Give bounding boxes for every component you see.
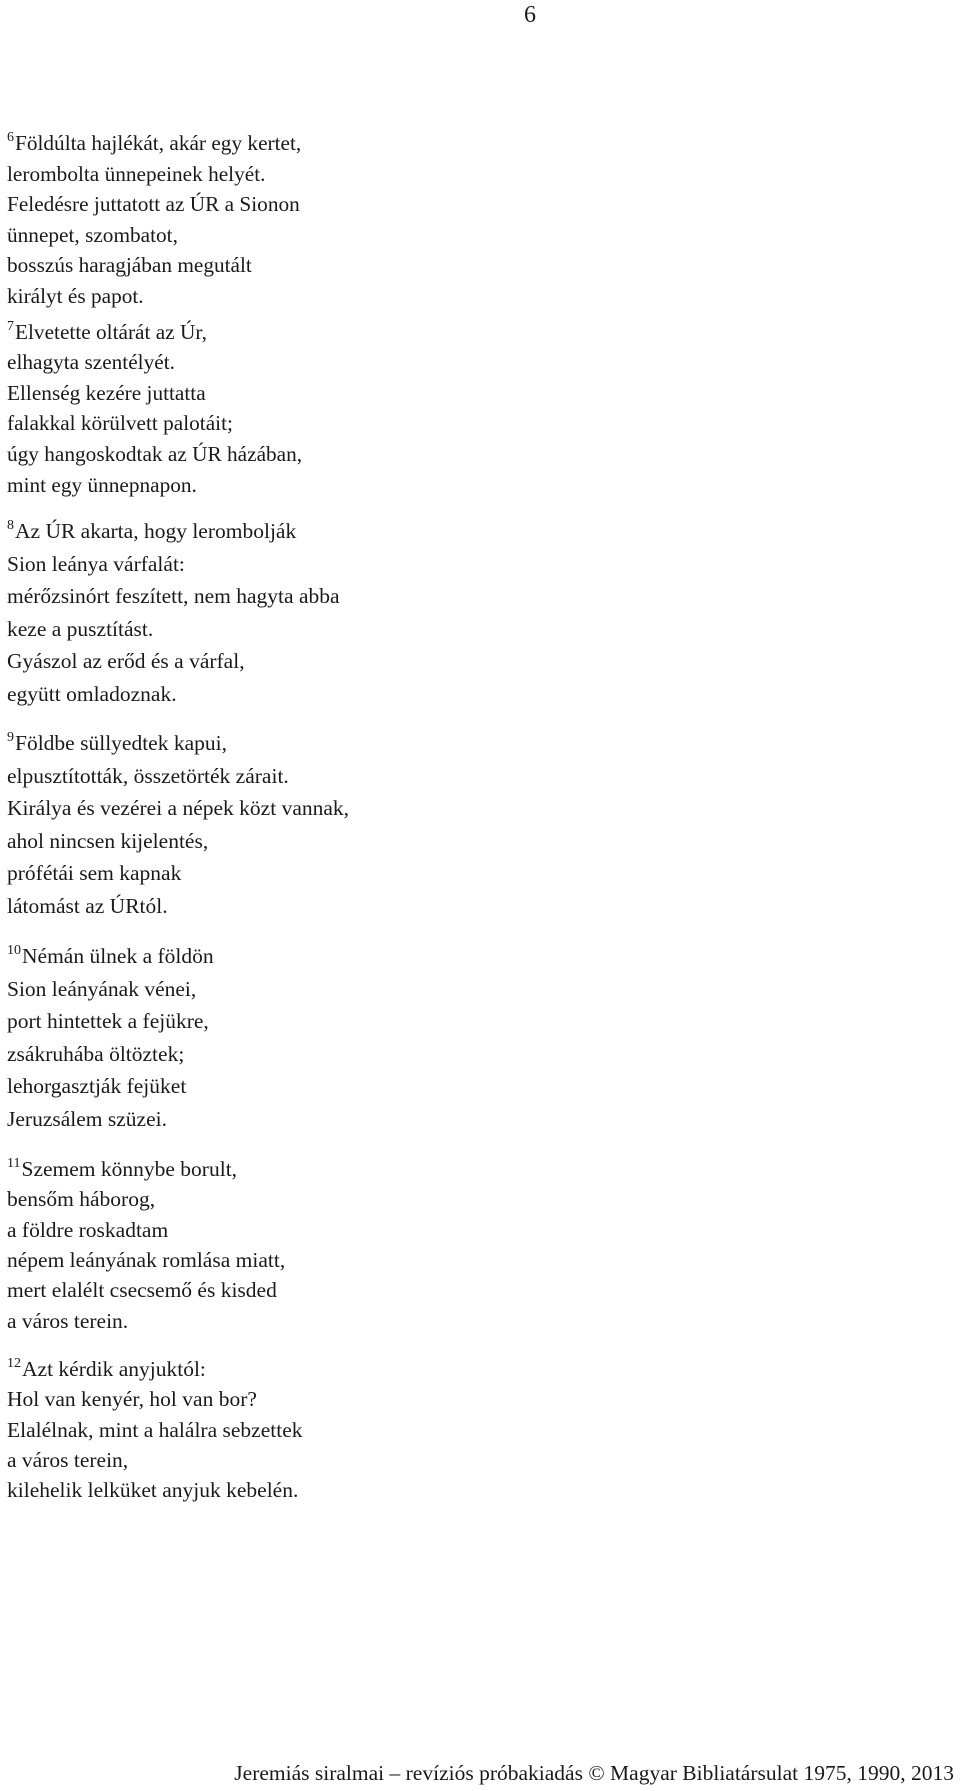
stanza-line: a földre roskadtam xyxy=(7,1217,169,1242)
stanza-line: lehorgasztják fejüket xyxy=(7,1074,187,1099)
stanza-first-line xyxy=(7,1354,947,1384)
stanza-line: Sion leánya várfalát: xyxy=(7,551,185,576)
stanza-line: falakkal körülvett palotáit; xyxy=(7,411,233,436)
stanza-line: a város terein. xyxy=(7,1308,129,1333)
stanza-line: elpusztították, összetörték zárait. xyxy=(7,763,289,788)
stanza-line: bosszús haragjában megutált xyxy=(7,253,252,278)
stanza-line: Jeruzsálem szüzei. xyxy=(7,1106,167,1131)
line-text: Szemem könnybe borult, xyxy=(21,1157,238,1182)
verse-number: 7 xyxy=(7,318,14,334)
stanza-verse-11 xyxy=(7,1154,947,1336)
verse-number: 9 xyxy=(7,730,14,746)
stanza-verse-9 xyxy=(7,727,947,922)
line-text: Némán ülnek a földön xyxy=(22,944,214,969)
verse-number: 10 xyxy=(7,943,21,959)
stanza-line: ahol nincsen kijelentés, xyxy=(7,828,209,853)
line-text: Az ÚR akarta, hogy lerombolják xyxy=(15,519,297,544)
stanza-line: keze a pusztítást. xyxy=(7,616,154,641)
stanza-line: mérőzsinórt feszített, nem hagyta abba xyxy=(7,584,340,609)
stanza-verse-10 xyxy=(7,940,947,1135)
stanza-line: bensőm háborog, xyxy=(7,1187,156,1212)
stanza-line: Elalélnak, mint a halálra sebzettek xyxy=(7,1417,303,1442)
verse-number: 8 xyxy=(7,518,14,534)
stanza-first-line xyxy=(7,128,947,159)
line-text: Földbe süllyedtek kapui, xyxy=(15,731,227,756)
page-number: 6 xyxy=(524,2,536,28)
poem-body xyxy=(7,128,947,1505)
stanza-line: prófétái sem kapnak xyxy=(7,861,182,886)
stanza-line: Sion leányának vénei, xyxy=(7,976,197,1001)
stanza-line: Hol van kenyér, hol van bor? xyxy=(7,1387,257,1412)
stanza-line: zsákruhába öltöztek; xyxy=(7,1041,185,1066)
stanza-verse-7 xyxy=(7,317,947,501)
stanza-line: látomást az ÚRtól. xyxy=(7,893,168,918)
verse-number: 6 xyxy=(7,130,14,145)
stanza-line: együtt omladoznak. xyxy=(7,681,177,706)
stanza-line: Királya és vezérei a népek közt vannak, xyxy=(7,796,350,821)
stanza-line: népem leányának romlása miatt, xyxy=(7,1248,286,1273)
stanza-line: Feledésre juttatott az ÚR a Sionon xyxy=(7,192,300,217)
verse-number: 11 xyxy=(7,1156,21,1172)
stanza-line: port hintettek a fejükre, xyxy=(7,1009,209,1034)
stanza-line: Ellenség kezére juttatta xyxy=(7,380,206,405)
stanza-first-line xyxy=(7,515,947,548)
stanza-line: mint egy ünnepnapon. xyxy=(7,472,197,497)
page-footer: Jeremiás siralmai – revíziós próbakiadás © Magyar Bibliatársulat 1975, 1990, 2013 xyxy=(234,1761,954,1785)
stanza-first-line xyxy=(7,940,947,973)
stanza-line: kilehelik lelküket anyjuk kebelén. xyxy=(7,1478,299,1503)
line-text: Azt kérdik anyjuktól: xyxy=(22,1356,206,1381)
stanza-line: úgy hangoskodtak az ÚR házában, xyxy=(7,441,303,466)
stanza-verse-12 xyxy=(7,1354,947,1505)
stanza-verse-6 xyxy=(7,128,947,312)
stanza-verse-8 xyxy=(7,515,947,710)
stanza-line: elhagyta szentélyét. xyxy=(7,350,175,375)
stanza-line: Gyászol az erőd és a várfal, xyxy=(7,649,245,674)
stanza-line: lerombolta ünnepeinek helyét. xyxy=(7,161,266,186)
line-text: Elvetette oltárát az Úr, xyxy=(15,319,207,344)
stanza-first-line xyxy=(7,727,947,760)
stanza-first-line xyxy=(7,1154,947,1184)
line-text: Földúlta hajlékát, akár egy kertet, xyxy=(15,131,302,155)
verse-number: 12 xyxy=(7,1355,21,1371)
stanza-line: mert elalélt csecsemő és kisded xyxy=(7,1278,277,1303)
stanza-line: királyt és papot. xyxy=(7,283,144,308)
stanza-first-line xyxy=(7,317,947,348)
stanza-line: ünnepet, szombatot, xyxy=(7,222,178,247)
stanza-line: a város terein, xyxy=(7,1447,129,1472)
